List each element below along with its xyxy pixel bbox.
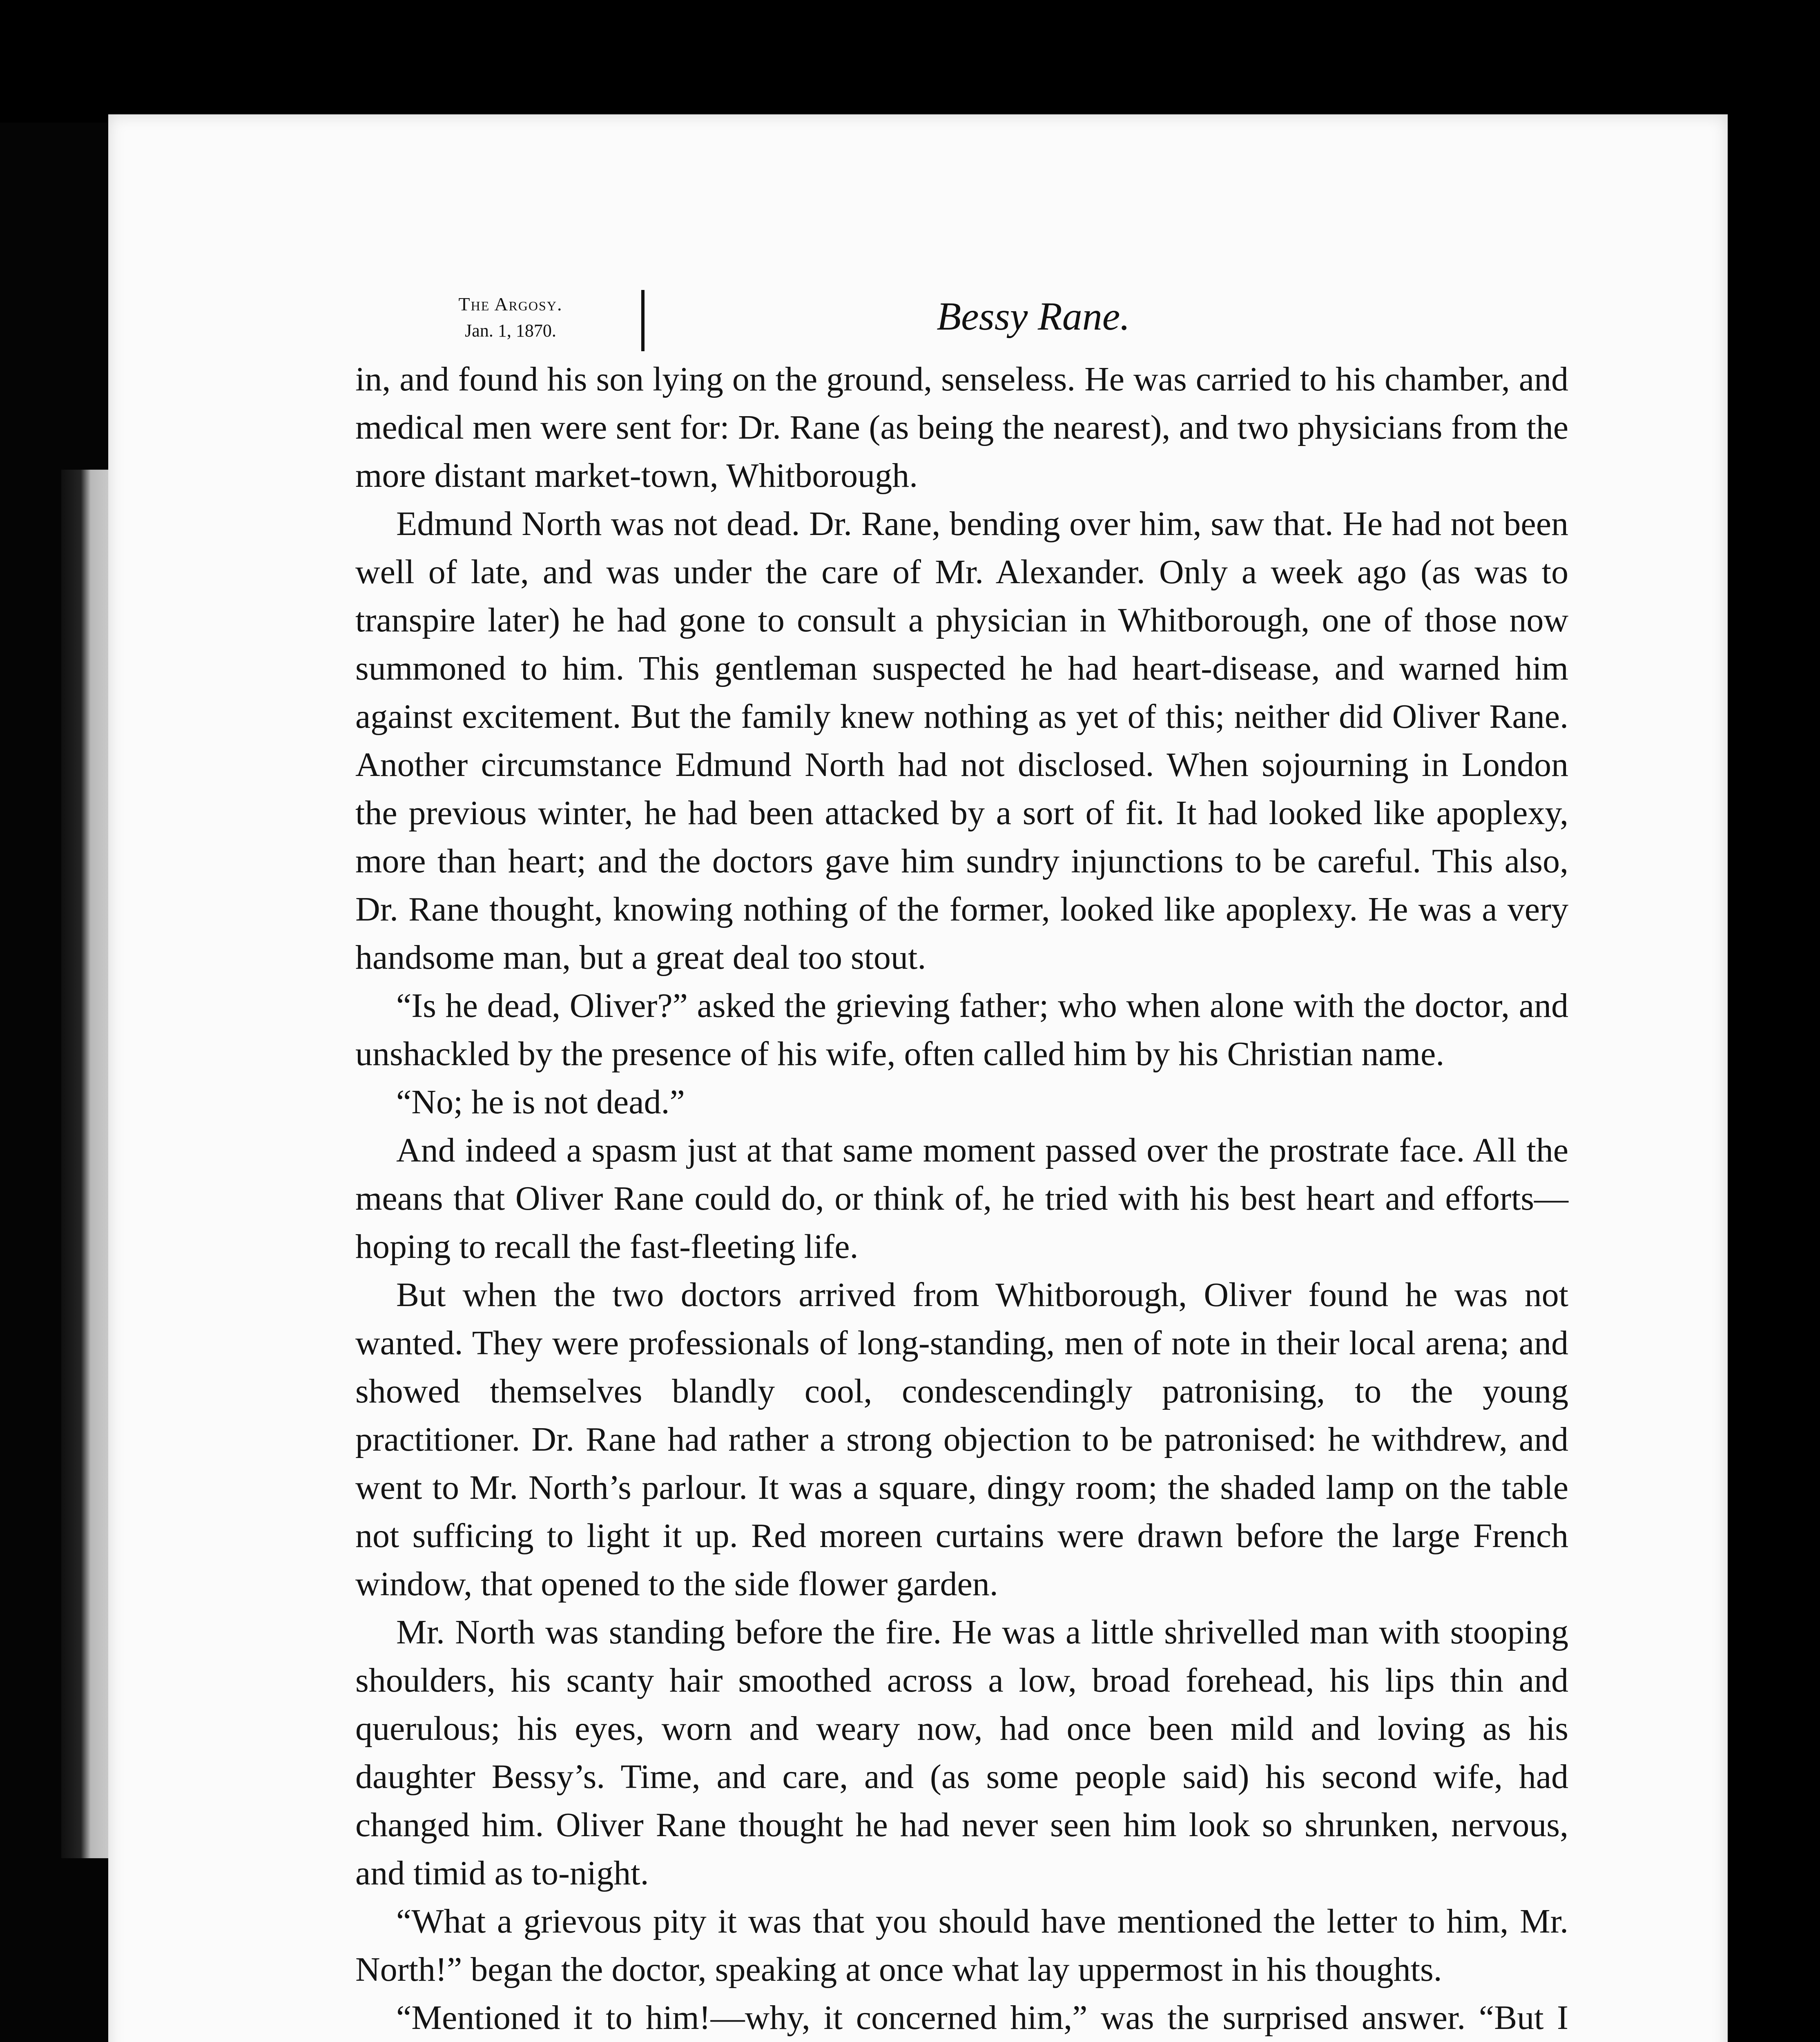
body-text xyxy=(355,355,1568,2042)
paragraph: “Mentioned it to him!—why, it concerned him,” was the surprised answer. “But I xyxy=(396,1999,1568,2037)
issue-date: Jan. 1, 1870. xyxy=(465,321,556,341)
paragraph: Mr. North was standing before the fire. He was a little shrivelled man with stooping shoulders, his scanty hair smoothed across a low, broad forehead, his lips thin and querulous; his eyes, worn and weary now, had once been mild and loving as his daughter Bessy’s. Time, and care, and (as some people said) his second wife, had changed him. Oliver Rane thought he had never seen him look so shrunken, nervous, and timid as to-night. xyxy=(355,1613,1568,1892)
paragraph: And indeed a spasm just at that same moment passed over the prostrate face. All the means that Oliver Rane could do, or think of, he tried with his best heart and efforts—hoping to recall the fast-fleeting life. xyxy=(355,1131,1568,1266)
running-head xyxy=(270,286,1568,355)
binding-edge xyxy=(61,470,110,1858)
magazine-name: The Argosy. xyxy=(458,294,563,314)
paragraph: “Is he dead, Oliver?” asked the grieving father; who when alone with the doctor, and unshackled by the presence of his wife, often called him by his Christian name. xyxy=(355,987,1568,1073)
paragraph: Edmund North was not dead. Dr. Rane, bending over him, saw that. He had not been well of late, and was under the care of Mr. Alexander. Only a week ago (as was to transpire later) he had gone to consult a physician in Whitborough, one of those now summoned to him. This gentleman suspected he had heart-disease, and warned him against excitement. But the family knew nothing as yet of this; neither did Oliver Rane. Another circumstance Edmund North had not disclosed. When sojourning in London the previous winter, he had been attacked by a sort of fit. It had looked like apoplexy, more than heart; and the doctors gave him sundry injunctions to be careful. This also, Dr. Rane thought, knowing nothing of the former, looked like apoplexy. He was a very handsome man, but a great deal too stout. xyxy=(355,505,1568,976)
paragraph: But when the two doctors arrived from Whitborough, Oliver found he was not wanted. They were professionals of long-standing, men of note in their local arena; and showed themselves blandly cool, condescendingly patronising, to the young practitioner. Dr. Rane had rather a strong objection to be patronised: he withdrew, and went to Mr. North’s parlour. It was a square, dingy room; the shaded lamp on the table not sufficing to light it up. Red moreen curtains were drawn before the large French window, that opened to the side flower garden. xyxy=(355,1276,1568,1603)
paragraph: “No; he is not dead.” xyxy=(396,1083,685,1121)
paragraph: in, and found his son lying on the ground, senseless. He was carried to his chamber, and medical men were sent for: Dr. Rane (as being the nearest), and two physicians from the more distant market-town, Whitborough. xyxy=(355,360,1568,495)
paragraph: “What a grievous pity it was that you should have mentioned the letter to him, Mr. North!” began the doctor, speaking at once what lay uppermost in his thoughts. xyxy=(355,1902,1568,1988)
story-title: Bessy Rane. xyxy=(937,294,1130,339)
running-head-source xyxy=(380,290,645,351)
